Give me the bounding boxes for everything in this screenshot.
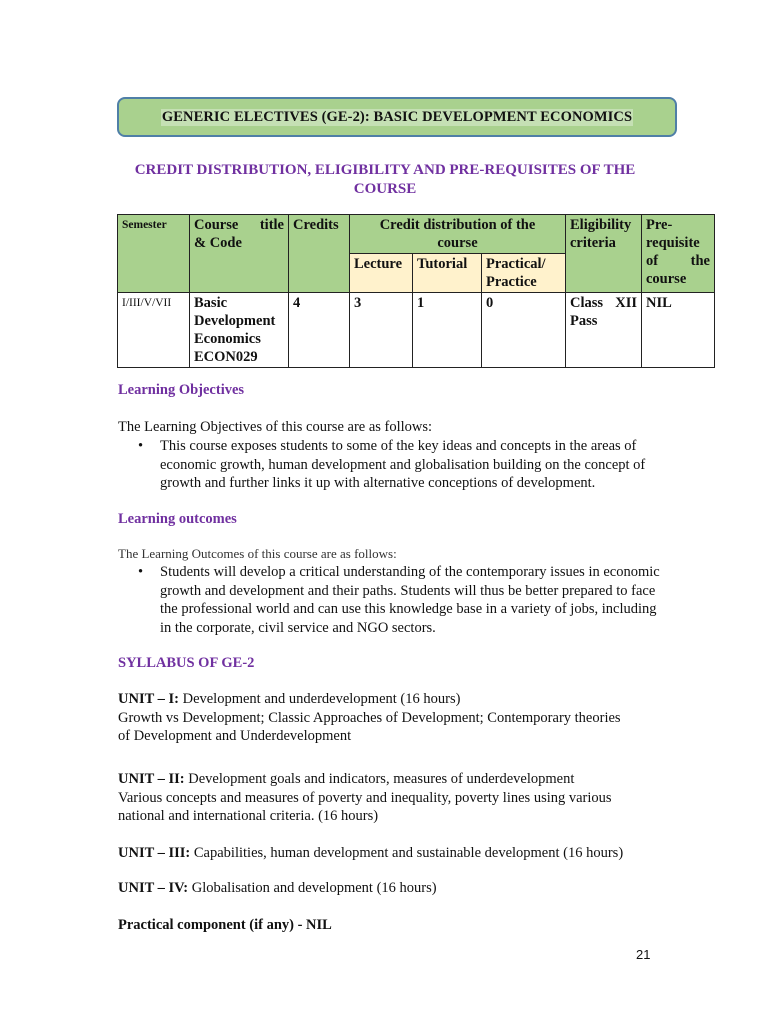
header-credits: Credits bbox=[289, 215, 350, 293]
unit-1-label: UNIT – I: bbox=[118, 691, 179, 707]
credit-distribution-table bbox=[117, 214, 715, 368]
cell-course: Basic Development Economics ECON029 bbox=[190, 293, 289, 368]
header-eligibility: Eligibility criteria bbox=[566, 215, 642, 293]
cell-eligibility: Class XII Pass bbox=[566, 293, 642, 368]
header-credit-distribution: Credit distribution of the course bbox=[350, 215, 566, 254]
cell-prerequisite: NIL bbox=[642, 293, 715, 368]
table-header-row bbox=[118, 215, 715, 254]
cell-semester: I/III/V/VII bbox=[118, 293, 190, 368]
header-tutorial: Tutorial bbox=[413, 254, 482, 293]
course-title-banner bbox=[117, 97, 677, 137]
unit-4-label: UNIT – IV: bbox=[118, 880, 189, 896]
unit-3 bbox=[118, 844, 678, 863]
header-practical: Practical/ Practice bbox=[482, 254, 566, 293]
header-semester: Semester bbox=[118, 215, 190, 293]
learning-objectives-heading: Learning Objectives bbox=[118, 382, 245, 398]
learning-outcomes-intro: The Learning Outcomes of this course are as follows: bbox=[118, 546, 397, 561]
unit-1-desc-l1: Growth vs Development; Classic Approaches of Development; Contemporary theories bbox=[118, 709, 621, 726]
page-number: 21 bbox=[636, 947, 651, 962]
unit-2-desc-l2: national and international criteria. (16 hours) bbox=[118, 808, 379, 824]
learning-objectives-intro: The Learning Objectives of this course are as follows: bbox=[118, 419, 433, 435]
cell-credits: 4 bbox=[289, 293, 350, 368]
unit-1-desc-l2: of Development and Underdevelopment bbox=[118, 728, 352, 744]
cell-practical: 0 bbox=[482, 293, 566, 368]
unit-1 bbox=[118, 690, 678, 746]
banner-title: GENERIC ELECTIVES (GE-2): BASIC DEVELOPMENT ECONOMICS bbox=[161, 108, 633, 125]
unit-1-title: Development and underdevelopment (16 hours) bbox=[178, 691, 461, 707]
cell-lecture: 3 bbox=[350, 293, 413, 368]
header-prerequisite: Pre- requisite of the course bbox=[642, 215, 715, 293]
unit-3-label: UNIT – III: bbox=[118, 845, 191, 861]
table-row bbox=[118, 293, 715, 368]
header-lecture: Lecture bbox=[350, 254, 413, 293]
unit-4 bbox=[118, 879, 678, 898]
bullet-icon: • bbox=[138, 564, 144, 580]
unit-2-desc-l1: Various concepts and measures of poverty and inequality, poverty lines using various bbox=[118, 789, 612, 806]
learning-outcomes-heading: Learning outcomes bbox=[118, 511, 237, 527]
syllabus-heading: SYLLABUS OF GE-2 bbox=[118, 655, 255, 671]
practical-component: Practical component (if any) - NIL bbox=[118, 917, 332, 933]
unit-2-label: UNIT – II: bbox=[118, 771, 185, 787]
unit-2 bbox=[118, 770, 678, 826]
credit-section-title-line1: CREDIT DISTRIBUTION, ELIGIBILITY AND PRE-REQUISITES OF THE bbox=[134, 162, 636, 178]
unit-4-title: Globalisation and development (16 hours) bbox=[188, 880, 437, 896]
unit-2-title: Development goals and indicators, measures of underdevelopment bbox=[184, 771, 575, 787]
cell-tutorial: 1 bbox=[413, 293, 482, 368]
credit-section-title-line2: COURSE bbox=[353, 181, 417, 197]
credit-section-title bbox=[115, 161, 655, 199]
bullet-icon: • bbox=[138, 438, 144, 454]
unit-3-title: Capabilities, human development and sustainable development (16 hours) bbox=[190, 845, 624, 861]
header-course-title: Course title & Code bbox=[190, 215, 289, 293]
